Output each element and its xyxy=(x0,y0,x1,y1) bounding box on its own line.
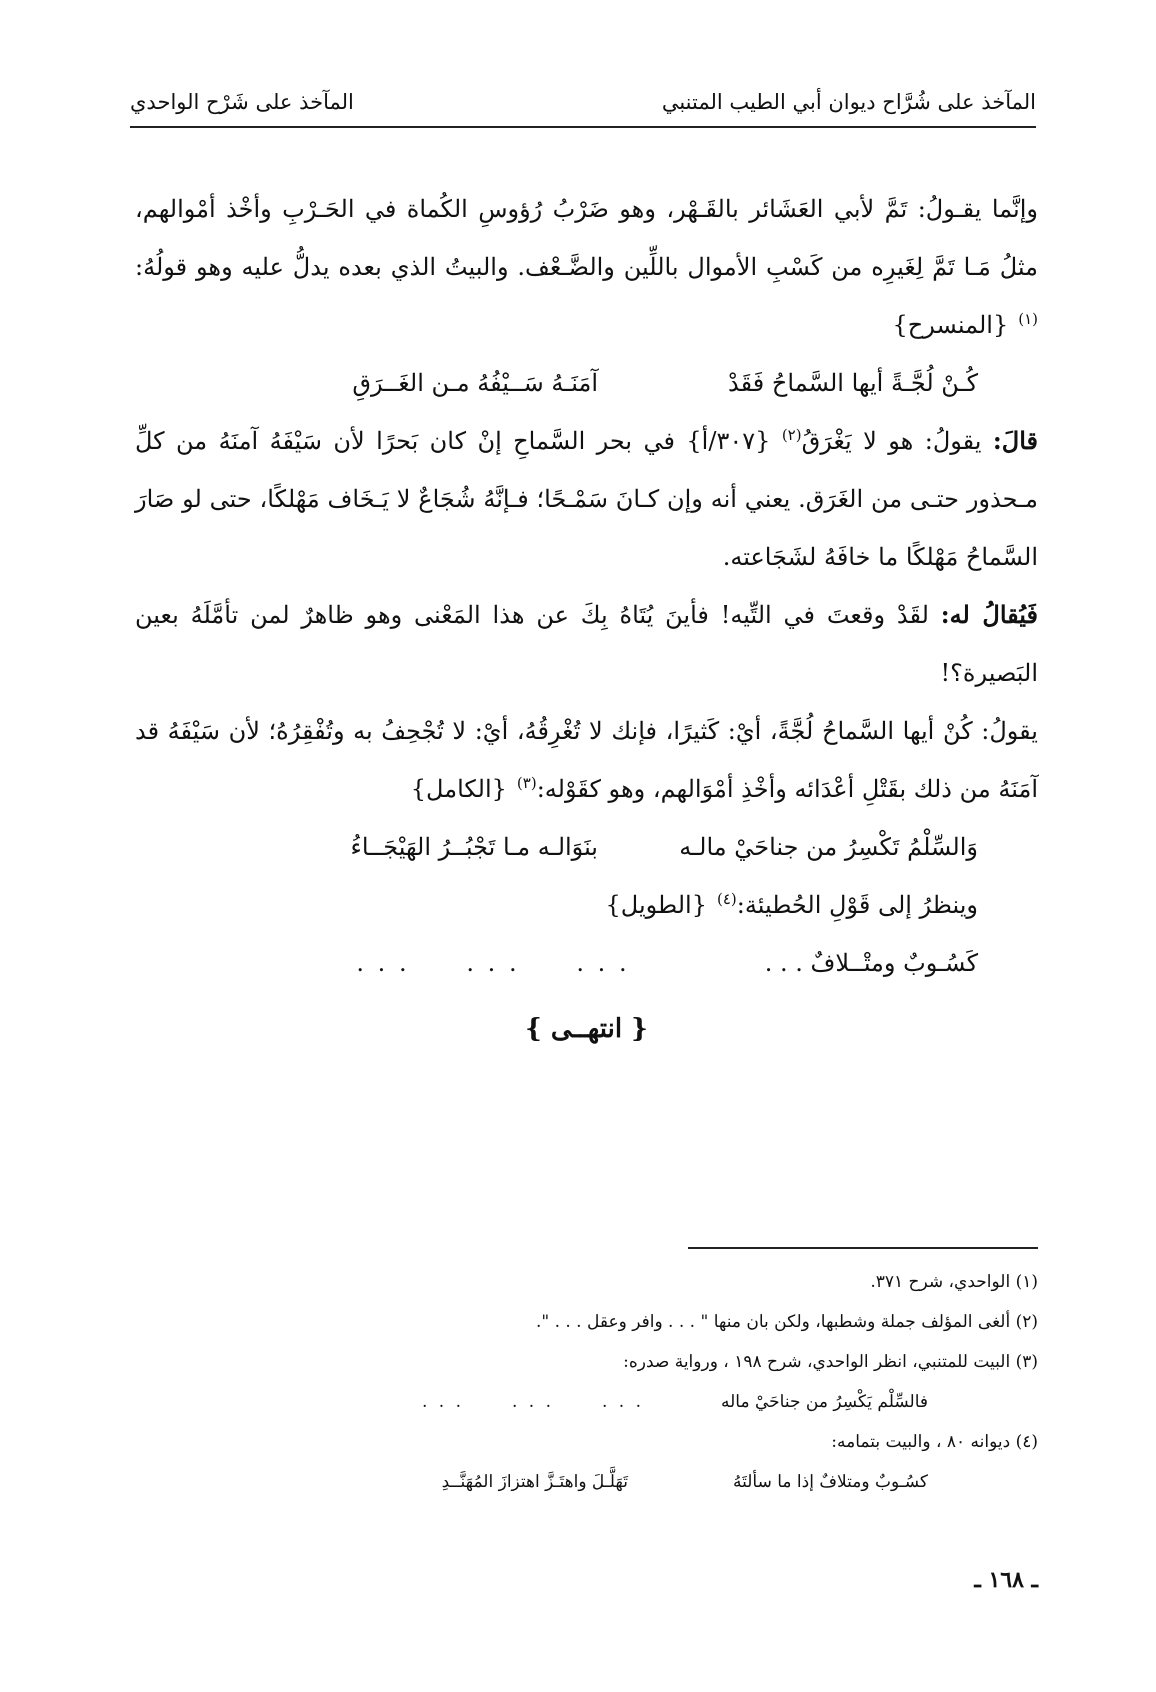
verse-2-first-hemistich: وَالسِّلْمُ تَكْسِرُ من جناحَيْ مالـه xyxy=(679,833,978,861)
verse-2 xyxy=(135,818,1038,876)
footnote-3-ellipsis-3: . . . xyxy=(421,1392,465,1412)
footnote-3-verse xyxy=(135,1382,1038,1422)
footnotes xyxy=(135,1262,1038,1502)
footnote-separator xyxy=(688,1247,1038,1249)
paragraph-5-text: وينظرُ إلى قَوْلِ الحُطيئة: xyxy=(736,891,978,919)
paragraph-3-label: فَيُقالُ له: xyxy=(940,600,1038,629)
paragraph-5 xyxy=(135,876,1038,934)
paragraph-2 xyxy=(135,412,1038,586)
footnote-3: (٣) البيت للمتنبي، انظر الواحدي، شرح ١٩٨ ، ورواية صدره: xyxy=(623,1352,1038,1372)
footnote-4: (٤) ديوانه ٨٠ ، والبيت بتمامه: xyxy=(831,1432,1038,1452)
paragraph-4 xyxy=(135,702,1038,818)
footnote-ref-4: (٤) xyxy=(717,890,737,908)
paragraph-1 xyxy=(135,180,1038,354)
paragraph-2-text-b: {٣٠٧/أ} في بحر السَّماحِ إنْ كان بَحرًا لأن سَيْفَهُ آمنَهُ من كلِّ مـحذور حتـى من الغَرَق. يعني أنه وإن كـانَ سَمْـحًا؛ فـإنَّهُ شُجَاعٌ لا يَـخَاف مَهْلكًا، حتى لو صَارَ السَّماحُ مَهْلكًا ما خافَهُ لشَجَاعته. xyxy=(135,427,1038,571)
running-header xyxy=(130,84,1036,128)
paragraph-2-label: قالَ: xyxy=(992,426,1038,455)
footnote-ref-1: (١) xyxy=(1018,310,1038,328)
meter-label-2: {الكامل} xyxy=(410,775,507,803)
paragraph-3-text: لقَدْ وقعتَ في التِّيه! فأينَ يُتَاهُ بِكَ عن هذا المَعْنى وهو ظاهرٌ لمن تأمَّلَهُ بعين البَصيرة؟! xyxy=(135,601,1038,687)
footnote-2: (٢) ألغى المؤلف جملة وشطبها، ولكن بان منها " . . . وافر وعقل . . . ". xyxy=(535,1312,1038,1332)
meter-label-3: {الطويل} xyxy=(605,891,707,919)
verse-1 xyxy=(135,354,1038,412)
footnote-4-verse-first-hemistich: كسُـوبٌ ومتلافٌ إذا ما سألتَهُ xyxy=(732,1472,928,1492)
footnote-3-ellipsis-1: . . . xyxy=(601,1392,645,1412)
footnote-1: (١) الواحدي، شرح ٣٧١. xyxy=(870,1272,1038,1292)
meter-label-1: {المنسرح} xyxy=(892,311,1009,339)
paragraph-4-text: يقولُ: كُنْ أيها السَّماحُ لُجَّةً، أيْ: كَثيرًا، فإنك لا تُغْرِقُهُ، أيْ: لا تُجْحِفُ به وتُفْقِرُهُ؛ لأن سَيْفَهُ قد آمَنَهُ من ذلك بقَتْلِ أعْدَائه وأخْذِ أمْوَالهم، وهو كقَوْله: xyxy=(135,717,1038,803)
footnote-4-verse xyxy=(135,1462,1038,1502)
verse-1-second-hemistich: آمَنَـهُ سَــيْفُهُ مـن الغَــرَقِ xyxy=(352,369,598,397)
footnote-ref-2: (٢) xyxy=(781,426,802,444)
ellipsis-3: . . . xyxy=(356,949,410,977)
ellipsis-1: . . . xyxy=(576,949,630,977)
footnote-3-verse-hemistich: فالسِّلْم يَكْسِرُ من جناحَيْ ماله xyxy=(721,1392,928,1412)
footnote-4-verse-second-hemistich: تَهَلَّـلَ واهتَـزَّ اهتزازَ المُهَنَّــدِ xyxy=(441,1472,628,1492)
section-title: المآخذ على شَرْح الواحدي xyxy=(130,90,354,114)
end-marker: { انتهــى } xyxy=(525,1014,648,1044)
paragraph-2-text-a: يقولُ: هو لا يَغْرَقُ xyxy=(801,427,993,455)
verse-3 xyxy=(135,934,1038,992)
verse-3-first-hemistich: كَسُـوبٌ ومتْــلافٌ . . . xyxy=(764,949,978,977)
verse-1-first-hemistich: كُـنْ لُجَّـةً أيها السَّماحُ فَقَدْ xyxy=(728,369,978,397)
footnote-3-ellipsis-2: . . . xyxy=(511,1392,555,1412)
ellipsis-2: . . . xyxy=(466,949,520,977)
verse-2-second-hemistich: بنَوَالـه مـا تَجْبُــرُ الهَيْجَــاءُ xyxy=(350,833,598,861)
book-title: المآخذ على شُرَّاح ديوان أبي الطيب المتنبي xyxy=(661,90,1036,114)
footnote-ref-3: (٣) xyxy=(516,774,537,792)
paragraph-3 xyxy=(135,586,1038,702)
page-number: ـ ١٦٨ ـ xyxy=(974,1567,1038,1593)
main-text xyxy=(135,180,1038,1058)
paragraph-1-text: وإنَّما يقـولُ: تَمَّ لأبي العَشَائر بالقَـهْر، وهو ضَرْبُ رُؤوسِ الكُماة في الحَـرْبِ وأخْذ أمْوالهم، مثلُ مَـا تَمَّ لِغَيرِه من كَسْبِ الأموال باللِّين والضَّـعْف. والبيتُ الذي بعده يدلُّ عليه وهو قولُهُ: xyxy=(135,195,1038,281)
